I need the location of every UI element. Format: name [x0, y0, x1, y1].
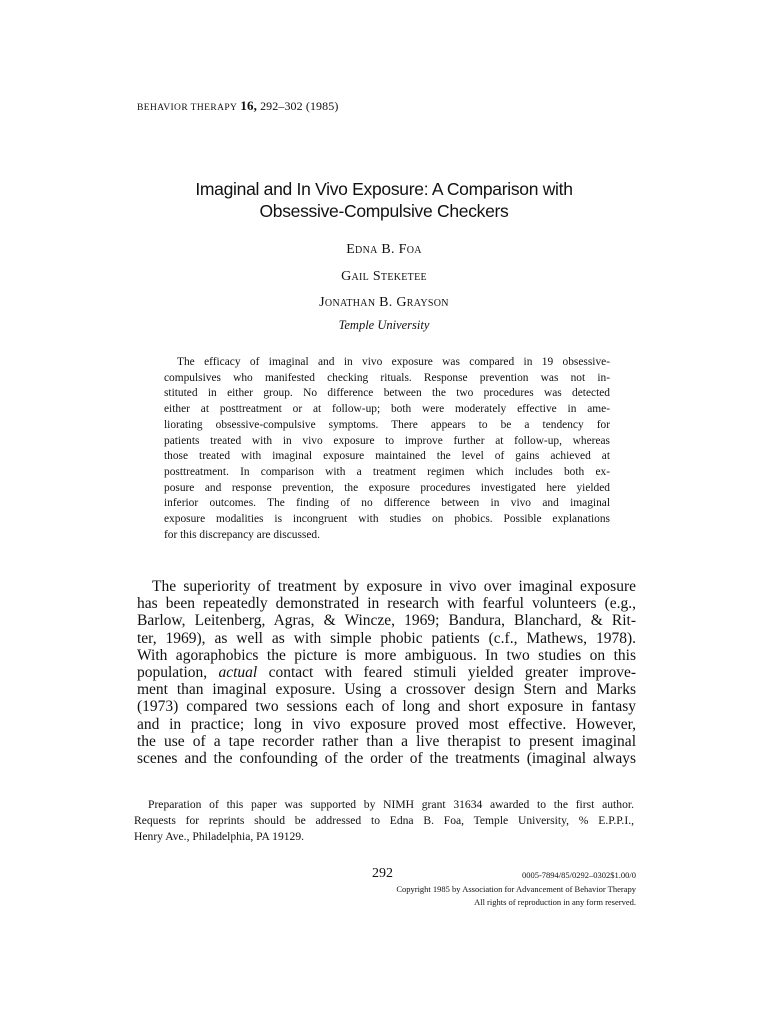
- volume-number: 16,: [240, 98, 257, 113]
- body-line: has been repeatedly demonstrated in research with fearful volunteers (e.g.,: [137, 595, 636, 613]
- copyright-line: All rights of reproduction in any form reserved.: [474, 896, 636, 907]
- body-line: ment than imaginal exposure. Using a crossover design Stern and Marks: [137, 681, 636, 699]
- publication-code: 0005-7894/85/0292–0302$1.00/0: [521, 870, 636, 880]
- body-line-rest: contact with feared stimuli yielded greater improve-: [257, 664, 636, 682]
- body-line: scenes and the confounding of the order of the treatments (imaginal always: [137, 750, 636, 768]
- body-line-start: population,: [137, 664, 219, 682]
- abstract-line: inferior outcomes. The finding of no difference between in vivo and imaginal: [164, 497, 610, 510]
- abstract-line: either at posttreatment or at follow-up; both were moderately effective in ame-: [164, 403, 610, 416]
- abstract-line: The efficacy of imaginal and in vivo exposure was compared in 19 obsessive-: [177, 356, 610, 368]
- copyright-notice: [300, 883, 636, 908]
- page-number: 292: [372, 866, 393, 881]
- abstract-line: posttreatment. In comparison with a treatment regimen which includes both ex-: [164, 465, 610, 478]
- body-line: ter, 1969), as well as with simple phobic patients (c.f., Mathews, 1978).: [137, 629, 636, 647]
- copyright-line: Copyright 1985 by Association for Advancement of Behavior Therapy: [396, 884, 636, 894]
- body-line: With agoraphobics the picture is more ambiguous. In two studies on this: [137, 646, 636, 664]
- abstract-line: for this discrepancy are discussed.: [164, 528, 320, 541]
- body-line: (1973) compared two sessions each of long and short exposure in fantasy: [137, 698, 636, 716]
- affiliation: Temple University: [338, 318, 430, 332]
- abstract-line: liorating obsessive-compulsive symptoms. There appears to be a tendency for: [164, 418, 610, 431]
- article-title: [150, 178, 618, 222]
- abstract-line: posure and response prevention, the exposure procedures investigated here yielded: [164, 481, 610, 494]
- body-line: Barlow, Leitenberg, Agras, & Wincze, 1969; Bandura, Blanchard, & Rit-: [137, 612, 636, 630]
- emphasis-actual: actual: [218, 664, 258, 682]
- author-name: Edna B. Foa: [346, 242, 422, 257]
- author-name: Jonathan B. Grayson: [319, 295, 449, 310]
- body-line: The superiority of treatment by exposure in vivo over imaginal exposure: [152, 578, 636, 595]
- abstract-line: compulsives who manifested checking rituals. Response prevention was not in-: [164, 371, 610, 384]
- abstract-line: stituted in either group. No difference between the two procedures was detected: [164, 387, 610, 400]
- footnote-line: Requests for reprints should be addressed to Edna B. Foa, Temple University, % E.P.P.I.,: [134, 814, 634, 828]
- body-paragraph: [137, 578, 636, 767]
- footnote-line: Henry Ave., Philadelphia, PA 19129.: [134, 830, 305, 844]
- abstract-line: patients treated with in vivo exposure to improve further at follow-up, whereas: [164, 434, 610, 447]
- journal-name: BEHAVIOR THERAPY: [137, 103, 238, 113]
- pages-year: 292–302 (1985): [260, 99, 339, 113]
- footnote: [134, 797, 634, 846]
- body-line: the use of a tape recorder rather than a live therapist to present imaginal: [137, 732, 636, 750]
- running-head: [137, 98, 338, 114]
- footnote-line: Preparation of this paper was supported by NIMH grant 31634 awarded to the first author.: [148, 798, 634, 811]
- title-line: Imaginal and In Vivo Exposure: A Comparison with: [195, 179, 573, 199]
- abstract-line: those treated with imaginal exposure maintained the level of gains achieved at: [164, 450, 610, 463]
- abstract-line: exposure modalities is incongruent with studies on phobics. Possible explanations: [164, 513, 610, 526]
- abstract: [164, 355, 610, 543]
- title-line: Obsessive-Compulsive Checkers: [259, 201, 509, 221]
- body-line: and in practice; long in vivo exposure proved most effective. However,: [137, 715, 636, 733]
- author-name: Gail Steketee: [341, 269, 427, 284]
- body-line: [137, 664, 636, 681]
